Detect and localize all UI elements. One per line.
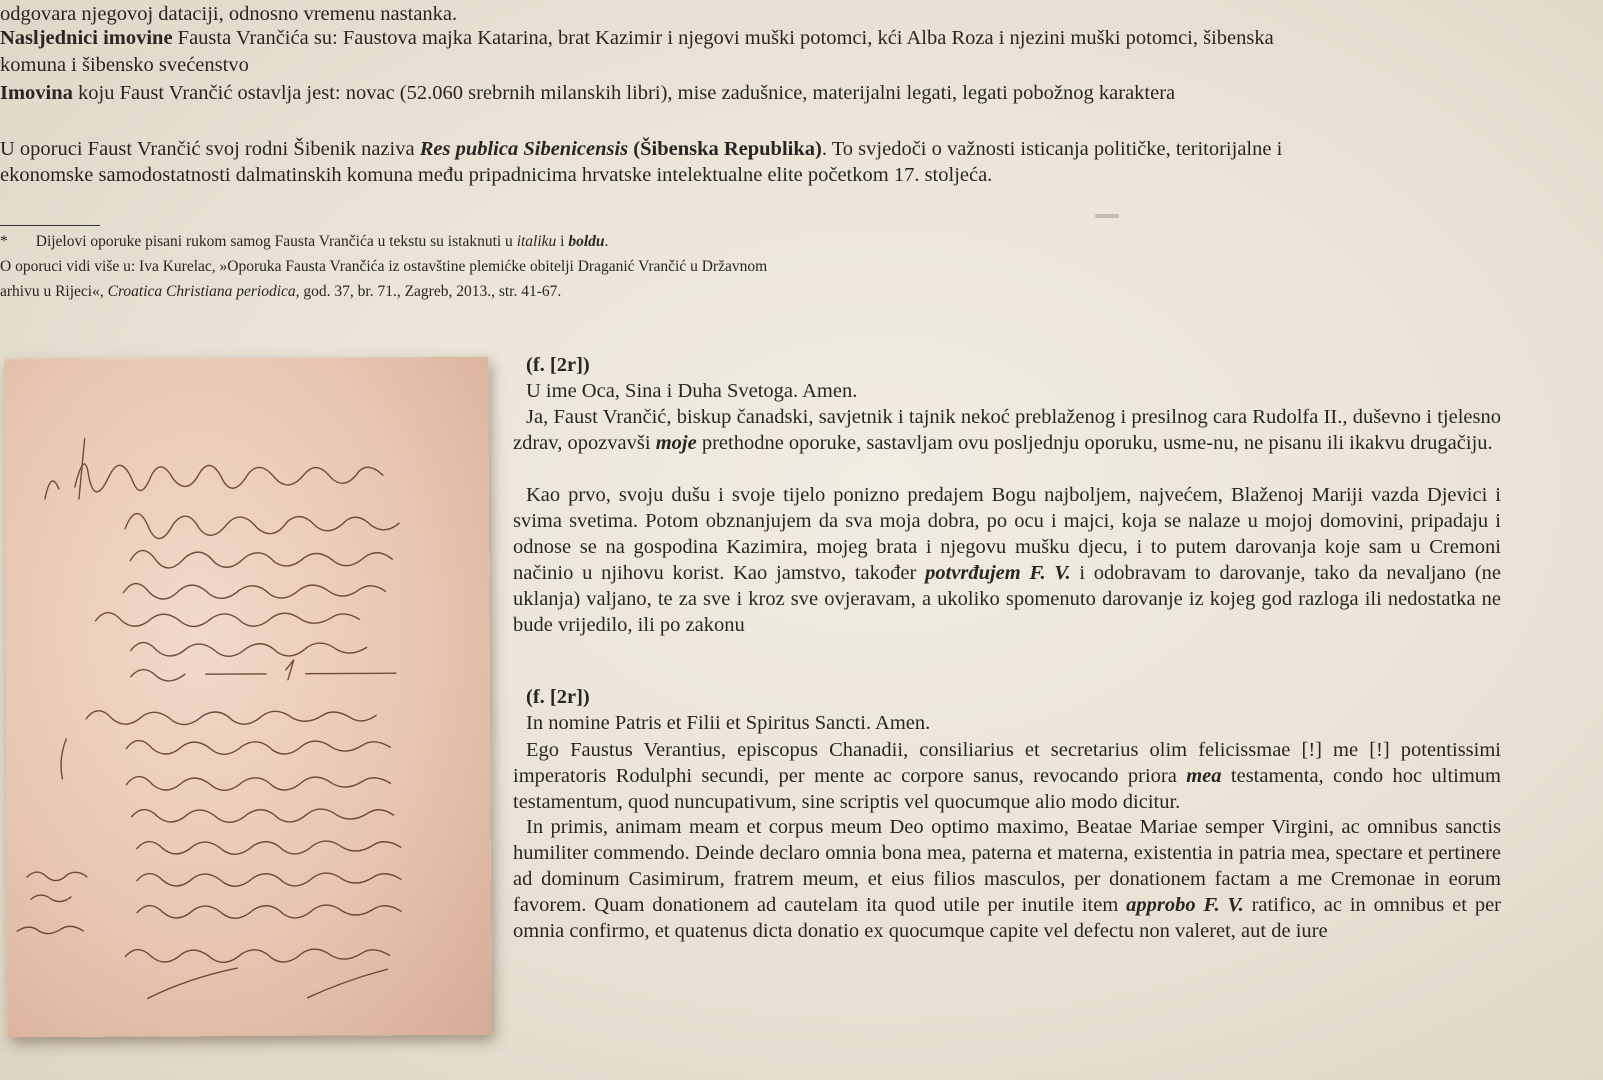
intro-line: odgovara njegovoj dataciji, odnosno vremenu nastanka. (0, 3, 458, 25)
heirs-label: Nasljednici imovine (0, 27, 173, 49)
heirs-line-2: komuna i šibensko svećenstvo (0, 54, 249, 76)
footnote-1: * Dijelovi oporuke pisani rukom samog Fausta Vrančića u tekstu su istaknuti u italiku i boldu. (0, 233, 609, 250)
footnote-2: O oporuci vidi više u: Iva Kurelac, »Oporuka Fausta Vrančića iz ostavštine plemićke obitelji Draganić Vrančić u Državnom (0, 258, 768, 275)
footnote-rule (0, 225, 100, 226)
latin-invocation: In nomine Patris et Filii et Spiritus Sancti. Amen. (526, 712, 931, 734)
latin-paragraph-1: Ego Faustus Verantius, episcopus Chanadii, consiliarius et secretarius olim felicissmae [!] me [!] potentissimi imperatoris Rodulphi secundi, per mente ac corpore sanus, revocando priora mea testamenta, condo hoc ultimum testamentum, quod nuncupativum, sine scriptis vel quocumque alio modo dicitur. (513, 739, 1501, 813)
manuscript-image (4, 357, 492, 1038)
footnote-3: arhivu u Rijeci«, Croatica Christiana periodica, god. 37, br. 71., Zagreb, 2013., str. 41-67. (0, 283, 562, 300)
croatian-folio-heading: (f. [2r]) (526, 354, 590, 376)
republic-paragraph: U oporuci Faust Vrančić svoj rodni Šibenik naziva Res publica Sibenicensis (Šibenska Republika). To svjedoči o važnosti isticanja političke, teritorijalne i (0, 138, 1283, 160)
republic-paragraph-2: ekonomske samodostatnosti dalmatinskih komuna među pripadnicima hrvatske intelektualne elite početkom 17. stoljeća. (0, 164, 993, 186)
heirs-line: Nasljednici imovine Fausta Vrančića su: Faustova majka Katarina, brat Kazimir i njegovi muški potomci, kći Alba Roza i njezini muški potomci, šibenska (0, 27, 1274, 49)
latin-folio-heading: (f. [2r]) (526, 686, 590, 708)
paper-smudge (1095, 214, 1119, 218)
latin-paragraph-2: In primis, animam meam et corpus meum Deo optimo maximo, Beatae Mariae semper Virgini, ac omnibus sanctis humiliter commendo. Deinde declaro omnia bona mea, paterna et materna, existentia in patria mea, spectare et pertinere ad dominum Casimirum, fratrem meum, et eius filios masculos, per donationem factam a me Cremonae in eorum favorem. Quam donationem ad cautelam ita quod utile per inutile item approbo F. V. ratifico, ac in omnibus et per omnia confirmo, et quatenus dicta donatio ex quocumque capite vel defectu non valeret, aut de iure (513, 816, 1502, 942)
croatian-invocation: U ime Oca, Sina i Duha Svetoga. Amen. (526, 380, 858, 402)
property-line: Imovina koju Faust Vrančić ostavlja jest: novac (52.060 srebrnih milanskih libri), mise zadušnice, materijalni legati, legati pobožnog karaktera (0, 82, 1176, 104)
croatian-paragraph-1: Ja, Faust Vrančić, biskup čanadski, savjetnik i tajnik nekoć preblaženog i presilnog cara Rudolfa II., duševno i tjelesno zdrav, opozvavši moje prethodne oporuke, sastavljam ovu posljednju oporuku, usme-nu, ne pisanu ili ikakvu drugačiju. (513, 406, 1501, 454)
handwriting-scribbles (4, 357, 492, 1038)
croatian-paragraph-2: Kao prvo, svoju dušu i svoje tijelo ponizno predajem Bogu najboljem, najvećem, Blaženoj Mariji vazda Djevici i svima svetima. Potom obznanjujem da sva moja dobra, po ocu i majci, koja se nalaze u mojoj domovini, pripadaju i odnose se na gospodina Kazimira, mojeg brata i njegovu mušku djecu, i to putem darovanja koje sam u Cremoni načinio u njihovu korist. Kao jamstvo, također potvrđujem F. V. i odobravam to darovanje, tako da nevaljano (ne uklanja) valjano, te za sve i kroz sve ovjeravam, a ukoliko spomenuto darovanje iz kojeg god razloga ili nedostatka ne bude vrijedilo, ili po zakonu (513, 484, 1501, 636)
property-label: Imovina (0, 82, 73, 104)
